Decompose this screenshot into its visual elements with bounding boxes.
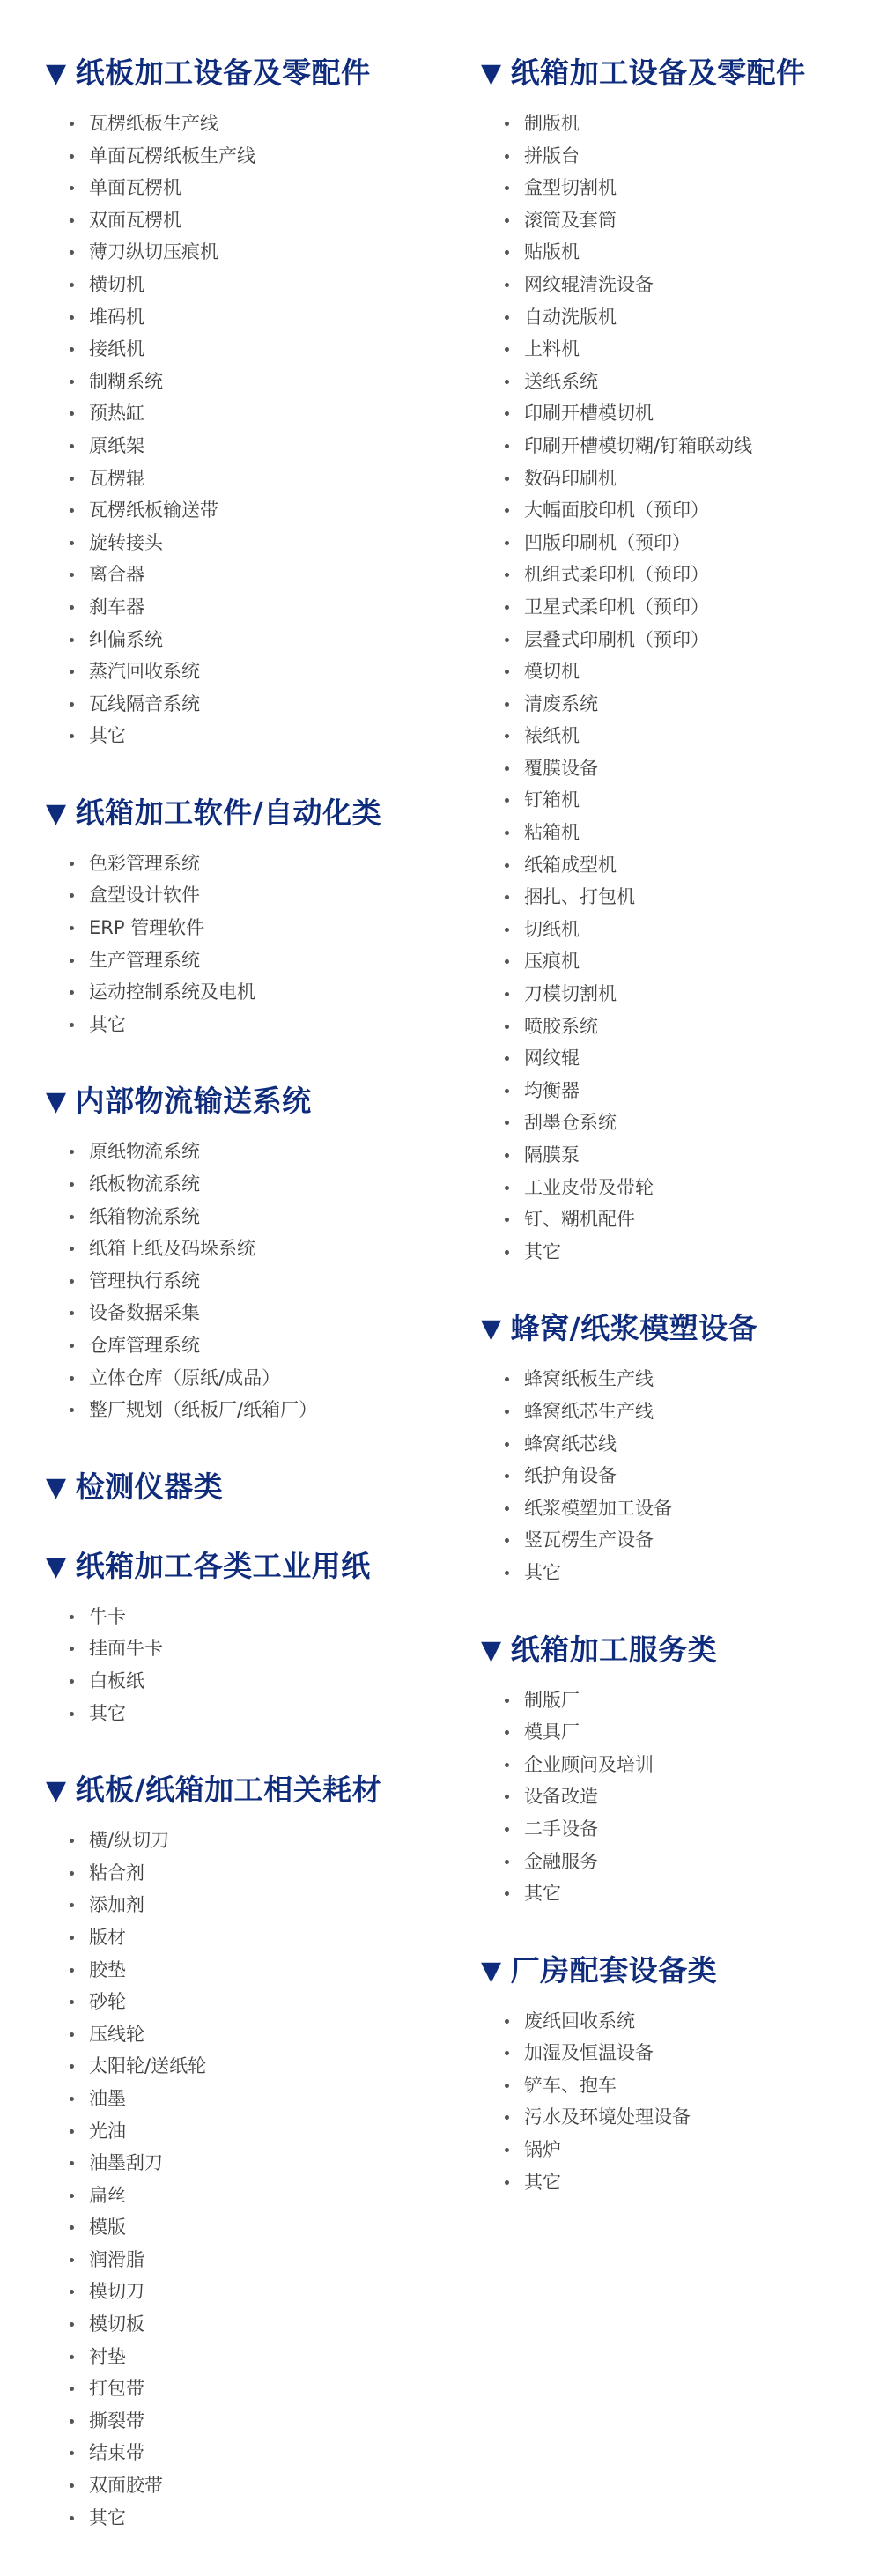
list-item: 模切板 [70,2308,433,2341]
section-title-text: 内部物流输送系统 [75,1084,312,1119]
section-title [46,1469,433,1506]
section-title [46,1083,433,1120]
list-item: 衬垫 [70,2341,433,2373]
list-item: 刮墨仓系统 [505,1107,860,1139]
item-list [46,107,433,752]
section-title-text: 纸箱加工服务类 [510,1632,718,1667]
triangle-down-icon: ▼ [46,1551,67,1582]
list-item: 上料机 [505,333,860,366]
triangle-down-icon: ▼ [46,1471,67,1503]
list-item: 蜂窝纸芯线 [505,1428,860,1461]
list-item: 裱纸机 [505,720,860,752]
list-item: 横/纵切刀 [70,1825,433,1857]
list-item: 送纸系统 [505,366,860,398]
item-list [46,848,433,1041]
list-item: 横切机 [70,269,433,301]
list-item: 钉箱机 [505,784,860,817]
list-item: 太阳轮/送纸轮 [70,2050,433,2083]
list-item: 模具厂 [505,1716,860,1749]
right-section-4 [481,1952,860,2199]
list-item: 单面瓦楞机 [70,172,433,204]
section-title [481,55,860,92]
section-title-text: 厂房配套设备类 [510,1952,718,1988]
list-item: 砂轮 [70,1986,433,2018]
section-title-text: 纸板/纸箱加工相关耗材 [75,1773,382,1808]
left-section-4 [46,1469,433,1506]
list-item: 蜂窝纸板生产线 [505,1363,860,1395]
list-item: 大幅面胶印机（预印） [505,494,860,527]
list-item: 双面瓦楞机 [70,204,433,237]
list-item: 设备改造 [505,1780,860,1813]
list-item: 加湿及恒温设备 [505,2037,860,2069]
list-item: 覆膜设备 [505,752,860,785]
list-item: ERP 管理软件 [70,912,433,944]
list-item: 仓库管理系统 [70,1329,433,1362]
list-item: 层叠式印刷机（预印） [505,624,860,656]
item-list [481,1363,860,1588]
left-section-2 [46,795,433,1041]
list-item: 隔膜泵 [505,1139,860,1172]
section-title-text: 纸板加工设备及零配件 [75,56,371,90]
item-list [481,1684,860,1910]
list-item: 制糊系统 [70,366,433,398]
list-item: 压线轮 [70,2018,433,2051]
list-item: 压痕机 [505,945,860,978]
list-item: 锅炉 [505,2134,860,2166]
left-section-3 [46,1083,433,1425]
list-item: 挂面牛卡 [70,1632,433,1665]
list-item: 制版机 [505,107,860,140]
list-item: 堆码机 [70,301,433,334]
list-item: 纸浆模塑加工设备 [505,1492,860,1525]
right-section-1 [481,55,860,1268]
list-item: 其它 [505,2166,860,2199]
list-item: 纸板物流系统 [70,1168,433,1201]
list-item: 盒型切割机 [505,172,860,204]
list-item: 其它 [505,1877,860,1910]
list-item: 铲车、抱车 [505,2069,860,2102]
item-list [481,2005,860,2199]
list-item: 单面瓦楞纸板生产线 [70,140,433,173]
list-item: 其它 [70,1009,433,1041]
list-item: 光油 [70,2115,433,2148]
list-item: 清废系统 [505,688,860,721]
section-title [481,1310,860,1347]
triangle-down-icon: ▼ [481,1314,502,1345]
list-item: 企业顾问及培训 [505,1749,860,1781]
item-list [46,1825,433,2534]
list-item: 废纸回收系统 [505,2005,860,2038]
list-item: 运动控制系统及电机 [70,976,433,1009]
section-title [481,1632,860,1669]
item-list [46,1136,433,1425]
item-list [481,107,860,1268]
list-item: 其它 [505,1557,860,1589]
list-item: 薄刀纵切压痕机 [70,236,433,269]
list-item: 蒸汽回收系统 [70,655,433,688]
section-title [46,795,433,832]
list-item: 刹车器 [70,591,433,624]
left-section-5 [46,1548,433,1729]
left-column [46,55,433,2576]
list-item: 卫星式柔印机（预印） [505,591,860,624]
list-item: 其它 [70,1698,433,1730]
list-item: 模切机 [505,655,860,688]
triangle-down-icon: ▼ [481,1634,502,1666]
list-item: 喷胶系统 [505,1010,860,1043]
list-item: 滚筒及套筒 [505,204,860,237]
list-item: 自动洗版机 [505,301,860,334]
list-item: 钉、糊机配件 [505,1203,860,1236]
list-item: 色彩管理系统 [70,848,433,880]
list-item: 数码印刷机 [505,463,860,495]
list-item: 生产管理系统 [70,944,433,977]
list-item: 网纹辊 [505,1042,860,1075]
left-section-6 [46,1772,433,2534]
list-item: 模切刀 [70,2276,433,2308]
list-item: 印刷开槽模切机 [505,397,860,430]
triangle-down-icon: ▼ [46,1775,67,1807]
list-item: 粘箱机 [505,817,860,849]
list-item: 设备数据采集 [70,1297,433,1329]
list-item: 拼版台 [505,140,860,173]
list-item: 旋转接头 [70,527,433,559]
triangle-down-icon: ▼ [46,58,67,89]
list-item: 金融服务 [505,1846,860,1878]
left-section-1 [46,55,433,752]
list-item: 凹版印刷机（预印） [505,527,860,559]
section-title [46,1548,433,1585]
right-column [481,55,860,2240]
section-title-text: 检测仪器类 [75,1469,224,1504]
list-item: 刀模切割机 [505,978,860,1010]
list-item: 胶垫 [70,1954,433,1987]
list-item: 纠偏系统 [70,624,433,656]
section-title-text: 蜂窝/纸浆模塑设备 [510,1311,758,1346]
section-title [46,55,433,92]
list-item: 捆扎、打包机 [505,881,860,914]
section-title [481,1952,860,1989]
triangle-down-icon: ▼ [481,1955,502,1987]
list-item: 双面胶带 [70,2469,433,2502]
list-item: 蜂窝纸芯生产线 [505,1395,860,1428]
list-item: 纸护角设备 [505,1460,860,1492]
section-title-text: 纸箱加工各类工业用纸 [75,1548,371,1583]
list-item: 离合器 [70,559,433,591]
list-item: 管理执行系统 [70,1265,433,1298]
list-item: 白板纸 [70,1665,433,1698]
list-item: 瓦楞辊 [70,463,433,495]
triangle-down-icon: ▼ [46,1086,67,1118]
list-item: 原纸物流系统 [70,1136,433,1168]
list-item: 纸箱成型机 [505,849,860,882]
list-item: 接纸机 [70,333,433,366]
list-item: 盒型设计软件 [70,879,433,912]
list-item: 立体仓库（原纸/成品） [70,1362,433,1395]
list-item: 印刷开槽模切糊/钉箱联动线 [505,430,860,463]
list-item: 瓦楞纸板生产线 [70,107,433,140]
right-section-3 [481,1632,860,1910]
list-item: 均衡器 [505,1075,860,1107]
list-item: 纸箱物流系统 [70,1201,433,1233]
list-item: 竖瓦楞生产设备 [505,1524,860,1557]
list-item: 牛卡 [70,1601,433,1633]
list-item: 整厂规划（纸板厂/纸箱厂） [70,1394,433,1426]
right-section-2 [481,1310,860,1588]
triangle-down-icon: ▼ [481,58,502,89]
section-title [46,1772,433,1809]
section-title-text: 纸箱加工设备及零配件 [510,56,806,90]
list-item: 污水及环境处理设备 [505,2101,860,2134]
list-item: 扁丝 [70,2180,433,2212]
list-item: 切纸机 [505,914,860,946]
list-item: 其它 [505,1236,860,1269]
list-item: 机组式柔印机（预印） [505,559,860,591]
list-item: 打包带 [70,2372,433,2405]
section-title-text: 纸箱加工软件/自动化类 [75,795,382,830]
list-item: 版材 [70,1921,433,1954]
list-item: 润滑脂 [70,2244,433,2276]
list-item: 添加剂 [70,1889,433,1921]
item-list [46,1601,433,1729]
list-item: 其它 [70,2502,433,2535]
list-item: 模版 [70,2211,433,2244]
list-item: 贴版机 [505,236,860,269]
list-item: 网纹辊清洗设备 [505,269,860,301]
list-item: 瓦楞纸板输送带 [70,494,433,527]
list-item: 油墨 [70,2083,433,2115]
list-item: 二手设备 [505,1813,860,1846]
list-item: 原纸架 [70,430,433,463]
list-item: 撕裂带 [70,2405,433,2438]
triangle-down-icon: ▼ [46,797,67,829]
list-item: 预热缸 [70,397,433,430]
list-item: 瓦线隔音系统 [70,688,433,721]
list-item: 工业皮带及带轮 [505,1172,860,1204]
list-item: 纸箱上纸及码垛系统 [70,1232,433,1265]
list-item: 油墨刮刀 [70,2147,433,2180]
list-item: 粘合剂 [70,1857,433,1890]
list-item: 结束带 [70,2437,433,2469]
list-item: 制版厂 [505,1684,860,1717]
list-item: 其它 [70,720,433,752]
